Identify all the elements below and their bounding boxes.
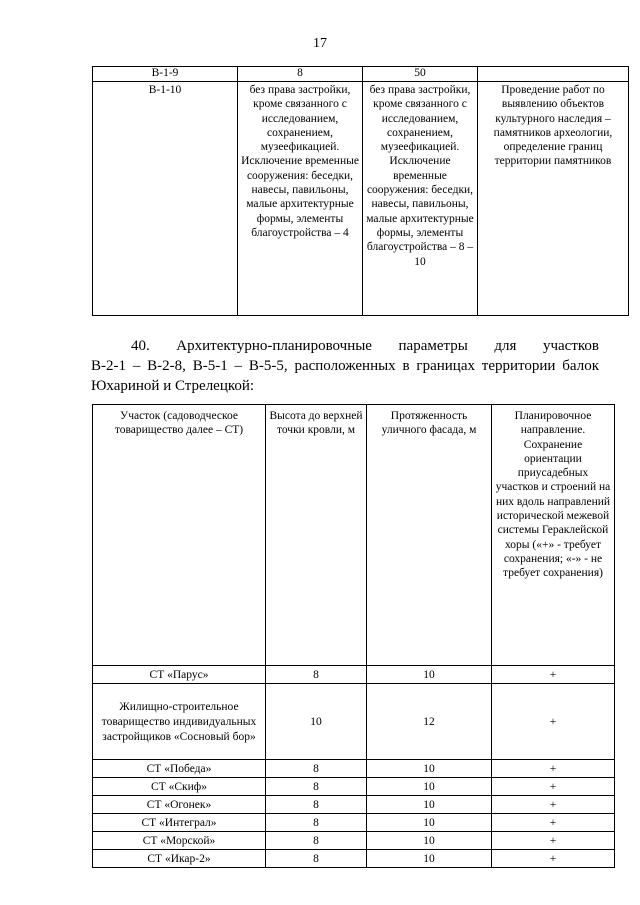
zone-code-cell: В-1-10 — [93, 82, 238, 316]
direction-cell: + — [492, 796, 615, 814]
plot-name-cell: СТ «Огонек» — [93, 796, 266, 814]
paragraph-40 — [91, 336, 599, 396]
height-cell: 8 — [266, 814, 367, 832]
direction-cell: + — [492, 760, 615, 778]
paragraph-text: В-2-1 – В-2-8, В-5-1 – В-5-5, расположенных в границах территории балок Юхариной и Стрелецкой: — [91, 358, 599, 394]
direction-cell: + — [492, 832, 615, 850]
paragraph-word: участков — [542, 338, 599, 354]
table-row — [93, 684, 615, 760]
facade-cell: 10 — [367, 760, 492, 778]
direction-cell: + — [492, 778, 615, 796]
plot-name-cell: СТ «Икар-2» — [93, 850, 266, 868]
paragraph-word: для — [494, 338, 517, 354]
paragraph-word: Архитектурно-планировочные — [176, 338, 372, 354]
zone-code-cell: В-1-9 — [93, 67, 238, 82]
height-cell: 8 — [266, 796, 367, 814]
facade-cell: 12 — [367, 684, 492, 760]
paragraph-word: параметры — [398, 338, 468, 354]
height-cell: 8 — [266, 832, 367, 850]
facade-cell: 10 — [367, 814, 492, 832]
architectural-parameters-table — [92, 404, 615, 868]
table-row — [93, 760, 615, 778]
plot-name-cell: СТ «Победа» — [93, 760, 266, 778]
notes-cell — [478, 67, 629, 82]
facade-cell: 50 — [363, 67, 478, 82]
facade-cell: 10 — [367, 666, 492, 684]
table-row — [93, 82, 629, 316]
height-cell: 8 — [266, 666, 367, 684]
facade-cell: 10 — [367, 796, 492, 814]
table-row — [93, 832, 615, 850]
plot-name-cell: СТ «Морской» — [93, 832, 266, 850]
direction-cell: + — [492, 850, 615, 868]
direction-cell: + — [492, 684, 615, 760]
header-facade-length: Протяженность уличного фасада, м — [367, 405, 492, 666]
table-row — [93, 666, 615, 684]
direction-cell: + — [492, 814, 615, 832]
table-header-row — [93, 405, 615, 666]
plot-name-cell: СТ «Интеграл» — [93, 814, 266, 832]
table-row — [93, 796, 615, 814]
facade-cell: без права застройки, кроме связанного с исследованием, сохранением, музеефикацией. Исключение временные сооружения: беседки, навесы, павильоны, малые архитектурные формы, элементы благоустройства – 8 – 10 — [363, 82, 478, 316]
height-cell: 8 — [266, 760, 367, 778]
notes-cell: Проведение работ по выявлению объектов культурного наследия – памятников археологии, определение границ территории памятников — [478, 82, 629, 316]
zoning-table-continued — [92, 66, 629, 316]
table-row — [93, 850, 615, 868]
plot-name-cell: Жилищно-строительное товарищество индивидуальных застройщиков «Сосновый бор» — [93, 684, 266, 760]
height-cell: без права застройки, кроме связанного с исследованием, сохранением, музеефикацией. Исключение временные сооружения: беседки, навесы, павильоны, малые архитектурные формы, элементы благоустройства – 4 — [238, 82, 363, 316]
facade-cell: 10 — [367, 832, 492, 850]
table-row — [93, 778, 615, 796]
paragraph-number: 40. — [131, 338, 150, 354]
table-row — [93, 67, 629, 82]
facade-cell: 10 — [367, 850, 492, 868]
header-plot: Участок (садоводческое товарищество далее – СТ) — [93, 405, 266, 666]
page-number: 17 — [313, 36, 327, 51]
direction-cell: + — [492, 666, 615, 684]
height-cell: 10 — [266, 684, 367, 760]
height-cell: 8 — [238, 67, 363, 82]
header-planning-direction: Планировочное направление. Сохранение ориентации приусадебных участков и строений на них вдоль направлений исторической межевой системы Гераклейской хоры («+» - требует сохранения; «-» - не требует сохранения) — [492, 405, 615, 666]
height-cell: 8 — [266, 778, 367, 796]
plot-name-cell: СТ «Парус» — [93, 666, 266, 684]
height-cell: 8 — [266, 850, 367, 868]
facade-cell: 10 — [367, 778, 492, 796]
plot-name-cell: СТ «Скиф» — [93, 778, 266, 796]
header-height: Высота до верхней точки кровли, м — [266, 405, 367, 666]
table-row — [93, 814, 615, 832]
